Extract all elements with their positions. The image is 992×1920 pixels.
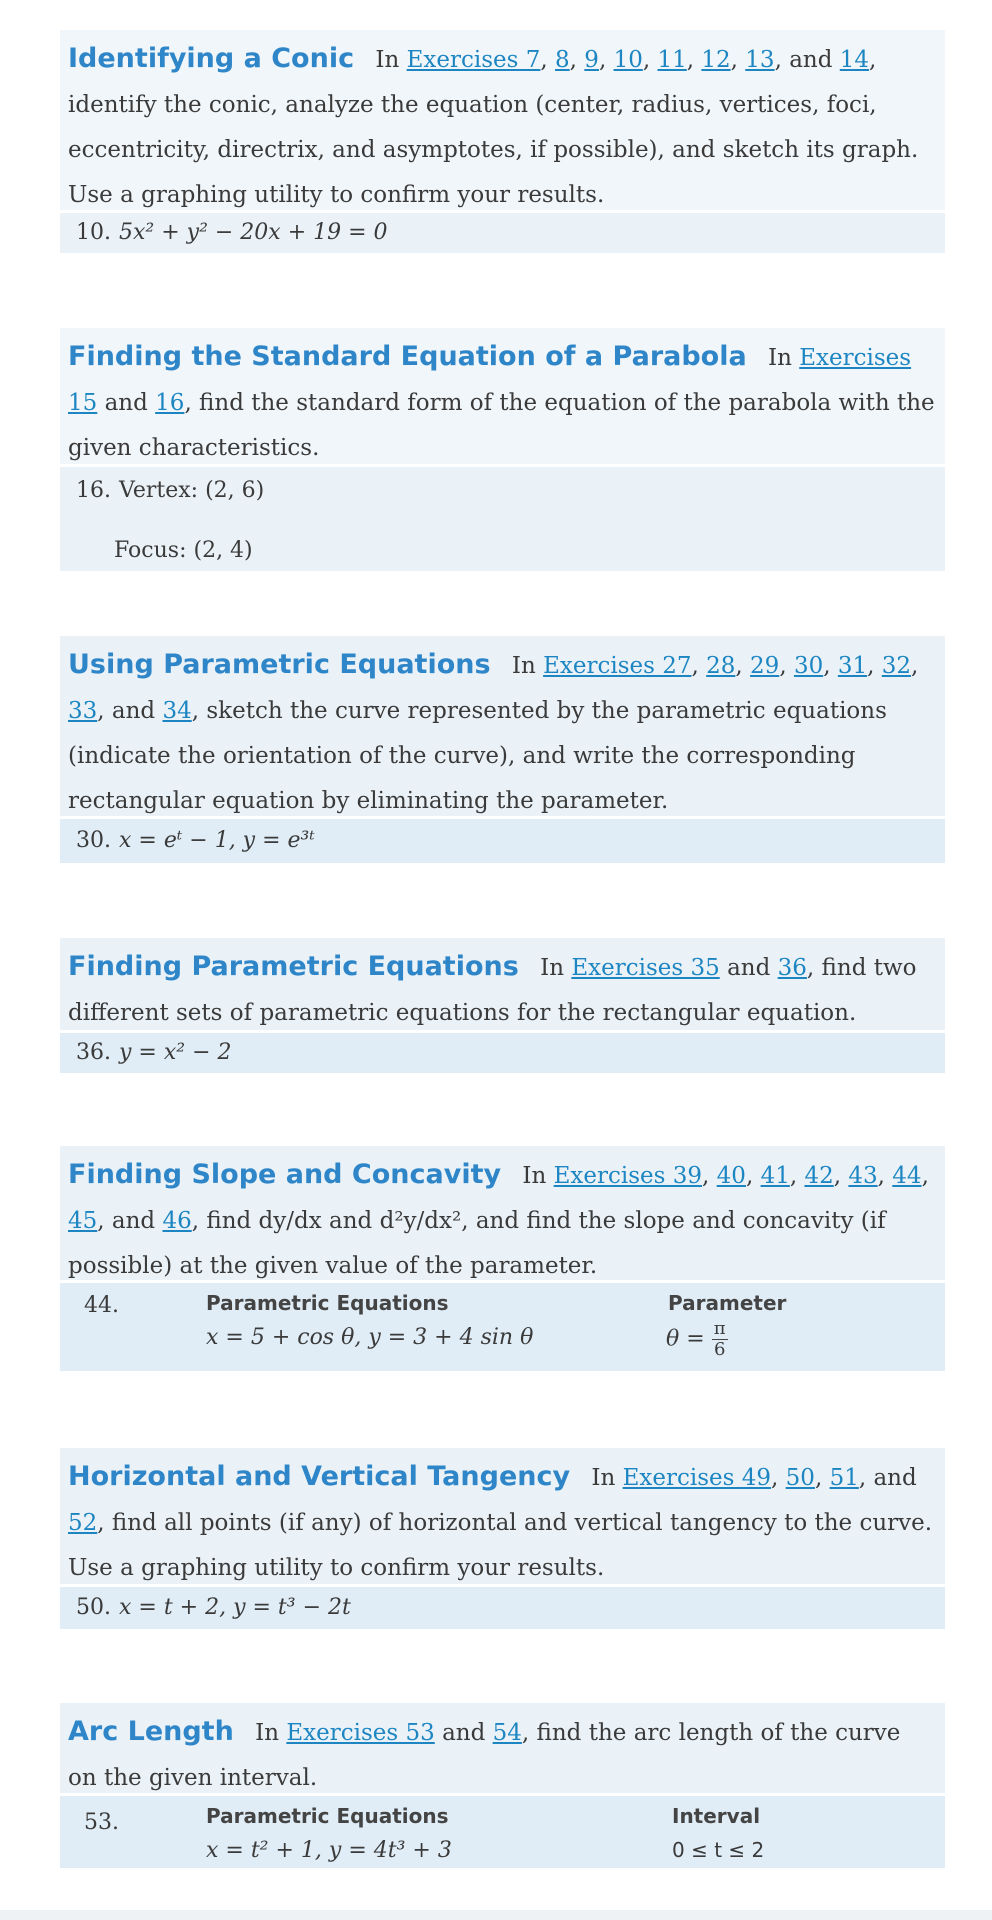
exercise-equation: x = t + 2, y = t³ − 2t <box>119 1595 351 1620</box>
exercise-item <box>60 1033 945 1073</box>
exercise-link[interactable]: Exercises 35 <box>571 955 720 981</box>
exercise-link[interactable]: 9 <box>584 47 599 73</box>
exercise-link[interactable]: 46 <box>162 1208 192 1234</box>
exercise-link[interactable]: 42 <box>804 1163 834 1189</box>
exercise-equation: x = eᵗ − 1, y = e³ᵗ <box>119 828 315 853</box>
exercise-number: 36. <box>76 1040 111 1065</box>
exercise-link[interactable]: Exercises 7 <box>406 47 541 73</box>
section-heading: Finding Parametric Equations <box>68 951 519 982</box>
exercise-link[interactable]: Exercises 39 <box>553 1163 703 1189</box>
exercise-vertex: Vertex: (2, 6) <box>119 478 265 503</box>
parametric-equations: x = 5 + cos θ, y = 3 + 4 sin θ <box>206 1325 534 1350</box>
section-arc-length <box>60 1703 945 1868</box>
fraction: $\frac{\pi}{6}$ <box>712 1319 728 1360</box>
section-intro: Horizontal and Vertical Tangency In Exercises 49, 50, 51, and 52, find all points (if any) of horizontal and vertical tangency to the curve. Use a graphing utility to confirm your results. <box>60 1448 945 1584</box>
exercise-link[interactable]: 8 <box>555 47 570 73</box>
exercise-item <box>60 467 945 571</box>
exercise-link[interactable]: 44 <box>892 1163 922 1189</box>
exercise-link[interactable]: 50 <box>785 1465 815 1491</box>
exercise-equation: y = x² − 2 <box>119 1040 232 1065</box>
section-finding-parametric <box>60 938 945 1073</box>
exercise-link[interactable]: 40 <box>716 1163 746 1189</box>
exercise-item <box>60 213 945 253</box>
exercise-link[interactable]: 36 <box>777 955 807 981</box>
section-parametric-equations <box>60 636 945 863</box>
exercise-number: 50. <box>76 1595 111 1620</box>
section-identifying-conic <box>60 30 945 253</box>
exercise-link[interactable]: 13 <box>745 47 775 73</box>
exercise-number: 44. <box>84 1293 119 1318</box>
exercise-focus: Focus: (2, 4) <box>114 538 253 563</box>
exercise-number: 53. <box>84 1810 119 1835</box>
exercise-link[interactable]: 31 <box>837 653 868 679</box>
parameter-value: θ = $\frac{\pi}{6}$ <box>666 1319 728 1360</box>
column-heading: Parameter <box>668 1291 787 1315</box>
exercise-link[interactable]: 11 <box>657 47 687 73</box>
exercise-item <box>60 1283 945 1371</box>
section-heading: Arc Length <box>68 1716 234 1747</box>
exercise-link[interactable]: 10 <box>613 47 643 73</box>
column-heading: Parametric Equations <box>206 1291 449 1315</box>
exercise-item <box>60 1796 945 1868</box>
exercise-number: 16. <box>76 478 111 503</box>
section-tangency <box>60 1448 945 1629</box>
section-heading: Finding the Standard Equation of a Parabola <box>68 341 747 372</box>
exercise-link[interactable]: 51 <box>829 1465 859 1491</box>
exercise-link[interactable]: 30 <box>793 653 824 679</box>
interval-value: 0 ≤ t ≤ 2 <box>672 1838 765 1862</box>
section-intro: Finding Slope and Concavity In Exercises 39, 40, 41, 42, 43, 44, 45, and 46, find dy/dx and d²y/dx², and find the slope and concavity (if possible) at the given value of the parameter. <box>60 1146 945 1280</box>
section-parabola <box>60 328 945 571</box>
section-intro: Identifying a Conic In Exercises 7, 8, 9, 10, 11, 12, 13, and 14, identify the conic, analyze the equation (center, radius, vertices, foci, eccentricity, directrix, and asymptotes, if possible), and sketch its graph. Use a graphing utility to confirm your results. <box>60 30 945 210</box>
exercise-link[interactable]: 52 <box>68 1510 98 1536</box>
exercise-link[interactable]: Exercises 27 <box>543 653 692 679</box>
exercise-item <box>60 1587 945 1629</box>
section-heading: Identifying a Conic <box>68 43 355 74</box>
exercise-link[interactable]: 34 <box>162 698 192 724</box>
exercise-link[interactable]: 12 <box>701 47 731 73</box>
exercise-link[interactable]: 16 <box>155 390 185 416</box>
exercise-link[interactable]: 54 <box>492 1720 522 1746</box>
exercise-link[interactable]: 29 <box>750 653 780 679</box>
page-bottom-edge <box>0 1910 992 1920</box>
exercise-link[interactable]: 45 <box>68 1208 98 1234</box>
section-heading: Horizontal and Vertical Tangency <box>68 1461 571 1492</box>
section-intro: Finding Parametric Equations In Exercises 35 and 36, find two different sets of parametric equations for the rectangular equation. <box>60 938 945 1030</box>
column-heading: Parametric Equations <box>206 1804 449 1828</box>
section-intro: Arc Length In Exercises 53 and 54, find the arc length of the curve on the given interval. <box>60 1703 945 1793</box>
section-intro: Finding the Standard Equation of a Parabola In Exercises 15 and 16, find the standard form of the equation of the parabola with the given characteristics. <box>60 328 945 464</box>
exercise-number: 10. <box>76 220 111 245</box>
section-heading: Finding Slope and Concavity <box>68 1159 502 1190</box>
exercise-link[interactable]: Exercises 49 <box>622 1465 772 1491</box>
exercise-number: 30. <box>76 828 111 853</box>
section-intro: Using Parametric Equations In Exercises 27, 28, 29, 30, 31, 32, 33, and 34, sketch the curve represented by the parametric equations (indicate the orientation of the curve), and write the corresponding rectangular equation by eliminating the parameter. <box>60 636 945 816</box>
exercise-link[interactable]: Exercises 15 <box>68 345 912 416</box>
exercise-link[interactable]: Exercises 53 <box>286 1720 435 1746</box>
exercise-link[interactable]: 43 <box>848 1163 878 1189</box>
exercise-link[interactable]: 41 <box>760 1163 790 1189</box>
exercise-link[interactable]: 32 <box>881 653 912 679</box>
section-heading: Using Parametric Equations <box>68 649 491 680</box>
exercise-link[interactable]: 28 <box>706 653 736 679</box>
column-heading: Interval <box>672 1804 761 1828</box>
exercise-equation: 5x² + y² − 20x + 19 = 0 <box>119 220 388 245</box>
exercise-item <box>60 819 945 863</box>
section-slope-concavity <box>60 1146 945 1371</box>
parametric-equations: x = t² + 1, y = 4t³ + 3 <box>206 1838 452 1863</box>
exercise-link[interactable]: 33 <box>68 698 98 724</box>
exercise-link[interactable]: 14 <box>839 47 870 73</box>
